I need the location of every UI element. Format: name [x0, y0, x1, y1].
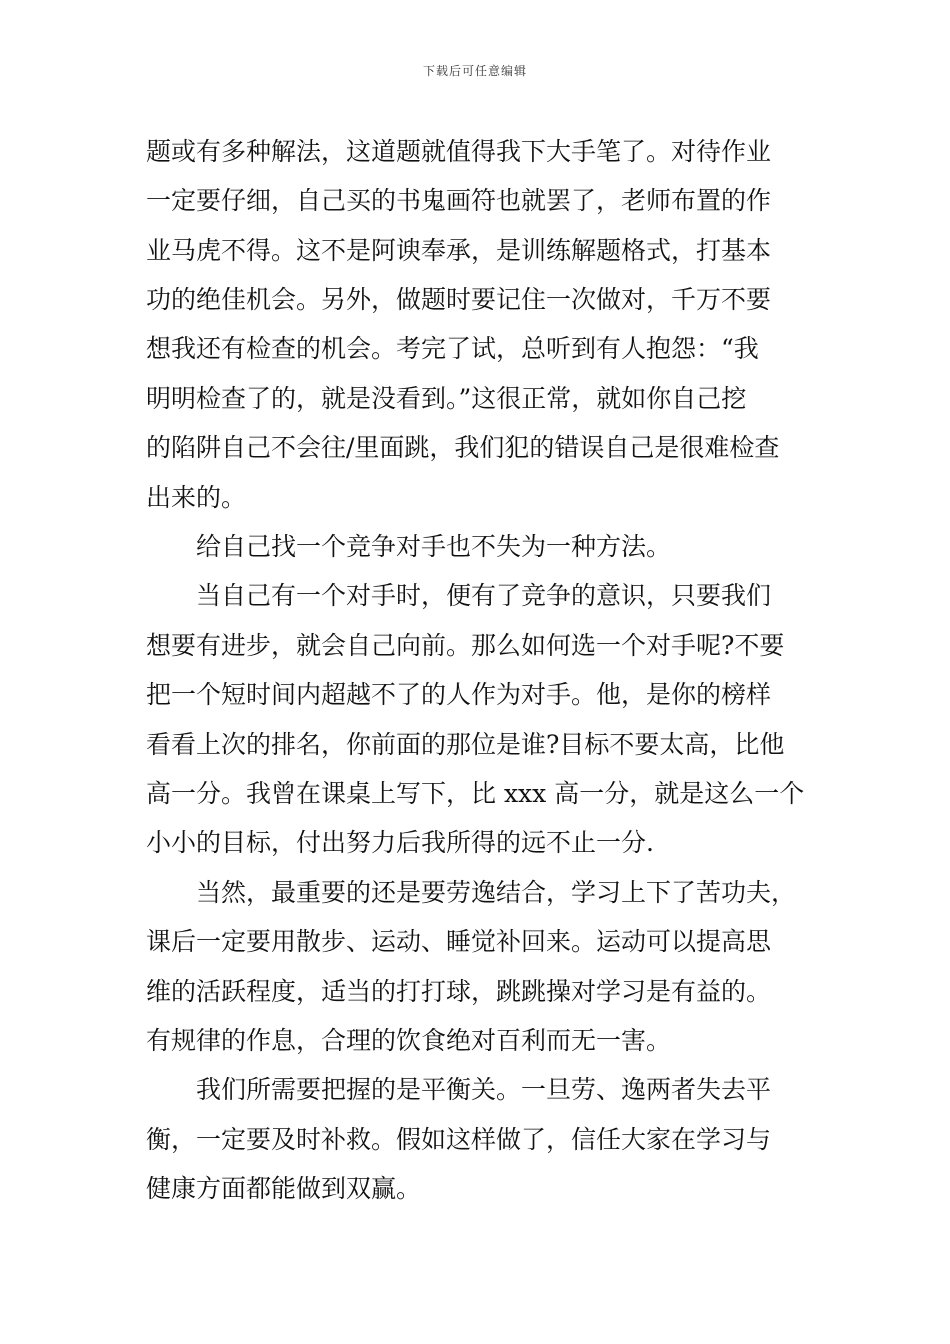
text-line-17: 课后一定要用散步、运动、睡觉补回来。运动可以提高思 [146, 927, 772, 956]
text-line-12: 把一个短时间内超越不了的人作为对手。他，是你的榜样 [146, 680, 772, 709]
text-line-3: 业马虎不得。这不是阿谀奉承，是训练解题格式，打基本 [146, 236, 772, 265]
text-line-5: 想我还有检查的机会。考完了试，总听到有人抱怨：“我 [146, 334, 759, 363]
text-line-18: 维的活跃程度，适当的打打球，跳跳操对学习是有益的。 [146, 977, 772, 1006]
page-header: 下载后可任意编辑 [422, 64, 527, 78]
text-line-15: 小小的目标，付出努力后我所得的远不止一分. [146, 828, 654, 857]
text-line-4: 功的绝佳机会。另外，做题时要记住一次做对，千万不要 [146, 285, 772, 314]
text-line-19: 有规律的作息，合理的饮食绝对百利而无一害。 [146, 1026, 672, 1055]
text-line-14: 高一分。我曾在课桌上写下，比 xxx 高一分，就是这么一个 [146, 779, 805, 808]
text-line-22: 健康方面都能做到双赢。 [146, 1174, 422, 1203]
text-line-13: 看看上次的排名，你前面的那位是谁?目标不要太高，比他 [146, 730, 785, 759]
text-line-21: 衡，一定要及时补救。假如这样做了，信任大家在学习与 [146, 1125, 772, 1154]
text-line-2: 一定要仔细，自己买的书鬼画符也就罢了，老师布置的作 [146, 186, 772, 215]
text-line-11: 想要有进步，就会自己向前。那么如何选一个对手呢?不要 [146, 631, 785, 660]
text-line-10: 当自己有一个对手时，便有了竞争的意识，只要我们 [196, 581, 772, 610]
text-line-8: 出来的。 [146, 483, 247, 512]
text-line-7: 的陷阱自己不会往/里面跳，我们犯的错误自己是很难检查 [146, 433, 780, 462]
text-line-1: 题或有多种解法，这道题就值得我下大手笔了。对待作业 [146, 137, 772, 166]
text-line-9: 给自己找一个竞争对手也不失为一种方法。 [196, 532, 672, 561]
text-line-6: 明明检查了的，就是没看到。”这很正常，就如你自己挖 [146, 384, 747, 413]
text-line-16: 当然，最重要的还是要劳逸结合，学习上下了苦功夫， [196, 878, 797, 907]
text-line-20: 我们所需要把握的是平衡关。一旦劳、逸两者失去平 [196, 1075, 772, 1104]
